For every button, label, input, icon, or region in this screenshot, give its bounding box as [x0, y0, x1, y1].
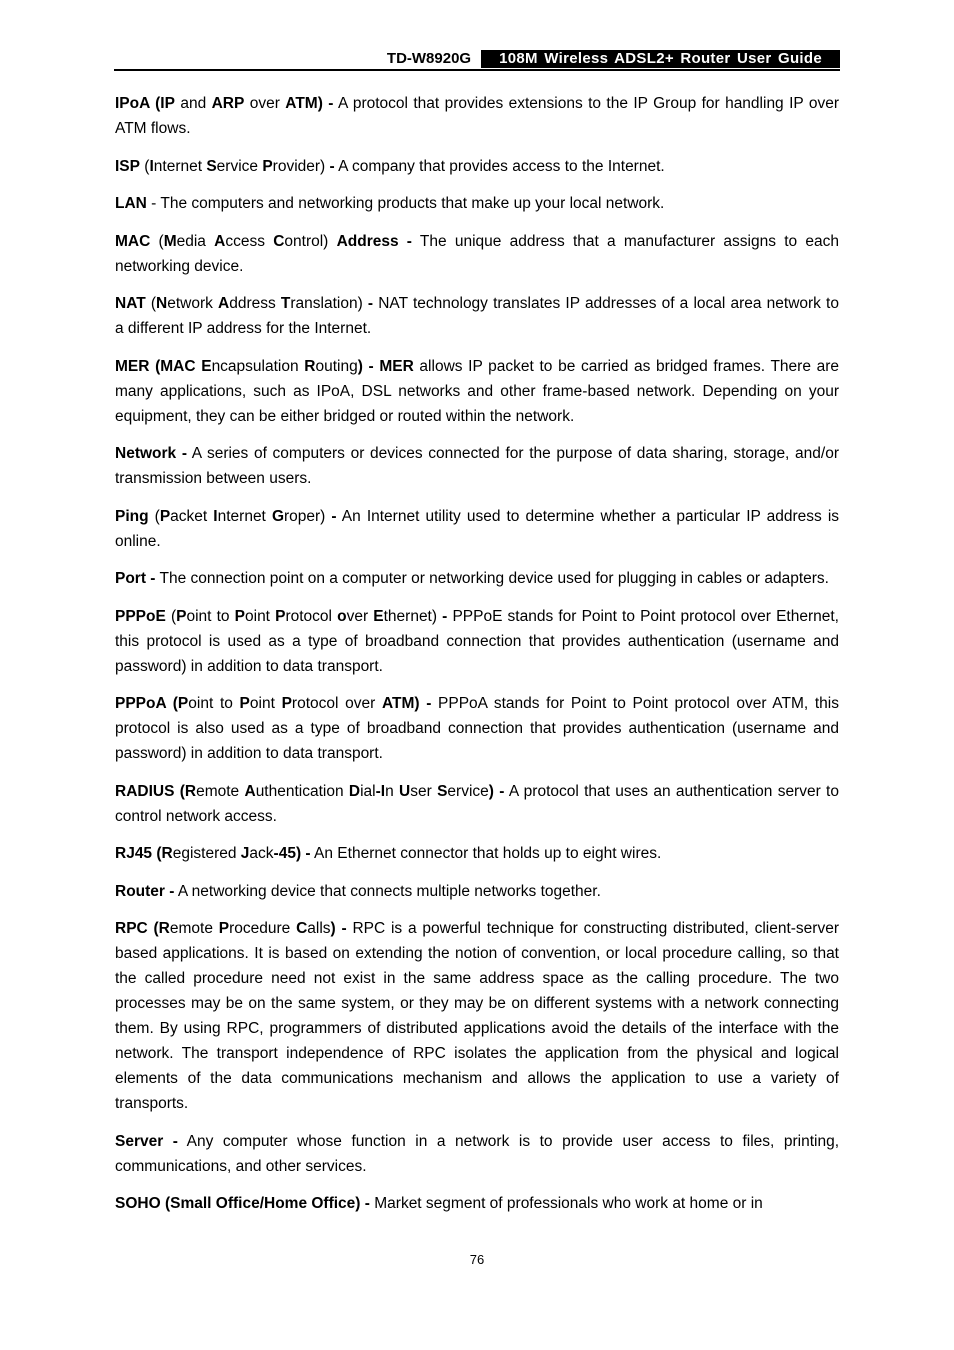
definition-text: rotocol over: [291, 695, 382, 712]
glossary-entry-pppoa: [115, 691, 839, 766]
term-text: -: [442, 607, 448, 625]
definition-text: oint to: [186, 607, 235, 625]
term-text: ARP: [211, 95, 245, 112]
term-text: -: [329, 157, 335, 175]
glossary-entry-router: [115, 879, 839, 904]
term-text: SOHO (Small Office/Home Office) -: [115, 1195, 370, 1212]
definition-text: oint: [245, 607, 276, 625]
term-text: Port -: [115, 570, 156, 587]
term-text: A: [218, 295, 230, 312]
definition-text: rotocol: [285, 607, 338, 625]
term-text: IPoA (IP: [115, 95, 175, 112]
glossary-entry-mac-address: [115, 229, 839, 279]
definition-text: ial: [360, 782, 376, 800]
definition-text: A protocol that uses an authentication server to control network access.: [115, 782, 839, 825]
definition-text: acket: [170, 507, 214, 525]
glossary-entry-pppoe: [115, 604, 839, 679]
definition-text: allows IP packet to be carried as bridged frames. There are many applications, such as IPoA, DSL networks and other frame-based network. Depending on your equipment, they can be either bridged or routed within the network.: [115, 357, 840, 425]
term-text: A: [214, 232, 226, 250]
term-text: Address -: [336, 232, 412, 250]
glossary-entry-ipoa: [115, 91, 839, 141]
definition-text: Any computer whose function in a network is to provide user access to files, printing, communications, and other services.: [115, 1132, 840, 1175]
term-text: P: [159, 507, 171, 525]
glossary-entry-mer: [115, 354, 839, 429]
term-text: -45) -: [273, 845, 311, 862]
term-text: T: [280, 295, 291, 312]
definition-text: (: [139, 157, 150, 175]
definition-text: PPPoA stands for Point to Point protocol over ATM, this protocol is also used as a type of broadband connection that provides authentication (username and password) in addition to data transport.: [115, 695, 839, 762]
term-text: P: [262, 157, 273, 175]
definition-text: An Ethernet connector that holds up to eight wires.: [310, 845, 662, 862]
definition-text: rovider): [272, 157, 330, 175]
term-text: U: [399, 782, 411, 800]
definition-text: A series of computers or devices connected for the purpose of data sharing, storage, and/or transmission between users.: [115, 445, 839, 487]
definition-text: The unique address that a manufacturer assigns to each networking device.: [115, 232, 839, 275]
definition-text: Market segment of professionals who work at home or in: [369, 1195, 763, 1212]
term-text: Server -: [115, 1132, 178, 1150]
glossary-entry-radius: [115, 779, 839, 829]
guide-title: 108M Wireless ADSL2+ Router User Guide: [481, 50, 840, 68]
glossary-entry-isp: [115, 154, 839, 179]
definition-text: (: [165, 607, 177, 625]
term-text: D: [348, 782, 361, 800]
definition-text: edia: [176, 232, 215, 250]
glossary-entry-rj45: [115, 841, 839, 866]
definition-text: egistered: [172, 845, 241, 862]
term-text: -: [331, 507, 337, 525]
term-text: -I: [375, 782, 386, 800]
definition-text: nternet: [153, 157, 207, 175]
definition-text: The connection point on a computer or networking device used for plugging in cables or adapters.: [155, 570, 829, 587]
term-text: ) - MER: [357, 357, 414, 375]
term-text: C: [296, 920, 308, 937]
definition-text: An Internet utility used to determine whether a particular IP address is online.: [115, 507, 840, 550]
definition-text: A networking device that connects multiple networks together.: [174, 882, 601, 900]
term-text: o: [337, 607, 347, 625]
term-text: ) -: [488, 782, 505, 800]
term-text: P: [218, 920, 230, 937]
term-text: N: [156, 295, 168, 312]
definition-text: rocedure: [229, 920, 297, 937]
term-text: LAN: [115, 195, 147, 212]
term-text: R: [304, 357, 316, 375]
term-text: Network -: [115, 445, 187, 462]
glossary-entry-ping: [115, 504, 839, 554]
definition-text: ervice: [216, 157, 263, 175]
glossary-entry-nat: [115, 291, 839, 341]
definition-text: NAT technology translates IP addresses of a local area network to a different IP address for the Internet.: [115, 295, 839, 337]
definition-text: emote: [196, 782, 245, 800]
term-text: P: [239, 695, 250, 712]
term-text: PPPoA (P: [115, 695, 189, 712]
term-text: Router -: [115, 882, 175, 900]
definition-text: oint: [249, 695, 282, 712]
glossary-entry-network: [115, 441, 839, 491]
product-model: TD-W8920G: [386, 50, 472, 67]
definition-text: n: [385, 782, 400, 800]
definition-text: ervice: [447, 782, 489, 800]
definition-text: (: [145, 295, 157, 312]
term-text: E: [373, 607, 384, 625]
term-text: MER (MAC E: [115, 357, 212, 375]
term-text: RJ45 (R: [115, 845, 173, 862]
definition-text: nternet: [217, 507, 272, 525]
definition-text: outing: [315, 357, 358, 375]
term-text: Ping: [115, 507, 149, 525]
definition-text: (: [148, 507, 160, 525]
definition-text: ser: [410, 782, 438, 800]
term-text: ISP: [115, 157, 140, 175]
term-text: J: [240, 845, 250, 862]
term-text: ) -: [330, 920, 347, 937]
term-text: ATM) -: [285, 95, 334, 112]
term-text: P: [275, 607, 286, 625]
definition-text: ddress: [229, 295, 281, 312]
definition-text: emote: [169, 920, 219, 937]
definition-text: and: [174, 95, 212, 112]
definition-text: oint to: [188, 695, 240, 712]
glossary-list: [115, 91, 839, 1229]
term-text: RPC (R: [115, 920, 170, 937]
definition-text: thernet): [383, 607, 443, 625]
definition-text: over: [244, 95, 286, 112]
page-header: [114, 49, 840, 71]
definition-text: A protocol that provides extensions to the IP Group for handling IP over ATM flows.: [115, 95, 839, 137]
term-text: I: [213, 507, 218, 525]
definition-text: ack: [249, 845, 274, 862]
term-text: -: [367, 295, 374, 312]
term-text: A: [244, 782, 256, 800]
term-text: RADIUS (R: [115, 782, 197, 800]
definition-text: A company that provides access to the Internet.: [334, 157, 665, 175]
definition-text: ver: [346, 607, 374, 625]
term-text: I: [149, 157, 154, 175]
term-text: S: [206, 157, 217, 175]
definition-text: ranslation): [290, 295, 368, 312]
definition-text: PPPoE stands for Point to Point protocol over Ethernet, this protocol is used as a type of broadband connection that provides authentication (username and password) in addition to data transport.: [115, 607, 839, 675]
glossary-entry-port: [115, 566, 839, 591]
term-text: ATM) -: [381, 695, 432, 712]
definition-text: ccess: [225, 232, 274, 250]
definition-text: ontrol): [284, 232, 337, 250]
term-text: G: [271, 507, 284, 525]
glossary-entry-soho: [115, 1191, 839, 1216]
definition-text: - The computers and networking products that make up your local network.: [146, 195, 665, 212]
definition-text: (: [150, 232, 164, 250]
definition-text: uthentication: [255, 782, 349, 800]
term-text: S: [437, 782, 448, 800]
definition-text: ncapsulation: [211, 357, 305, 375]
term-text: PPPoE: [115, 607, 166, 625]
glossary-entry-server: [115, 1129, 839, 1179]
term-text: P: [234, 607, 245, 625]
term-text: P: [281, 695, 292, 712]
glossary-entry-rpc: [115, 916, 839, 1116]
term-text: MAC: [115, 232, 151, 250]
definition-text: roper): [284, 507, 332, 525]
page-number: 76: [469, 1252, 485, 1267]
term-text: C: [273, 232, 285, 250]
glossary-entry-lan: [115, 191, 839, 216]
term-text: M: [163, 232, 177, 250]
definition-text: alls: [307, 920, 331, 937]
term-text: NAT: [115, 295, 146, 312]
term-text: P: [176, 607, 187, 625]
definition-text: etwork: [167, 295, 219, 312]
definition-text: RPC is a powerful technique for constructing distributed, client-server based applications. It is based on extending the notion of convention, or local procedure calling, so that the called procedure need not exist in the same address space as the calling procedure. The two processes may be on the same system, or they may be on different systems with a network connecting them. By using RPC, programmers of distributed applications avoid the details of the interface with the network. The transport independence of RPC isolates the application from the physical and logical elements of the data communications mechanism and allows the application to use a variety of transports.: [115, 920, 839, 1112]
